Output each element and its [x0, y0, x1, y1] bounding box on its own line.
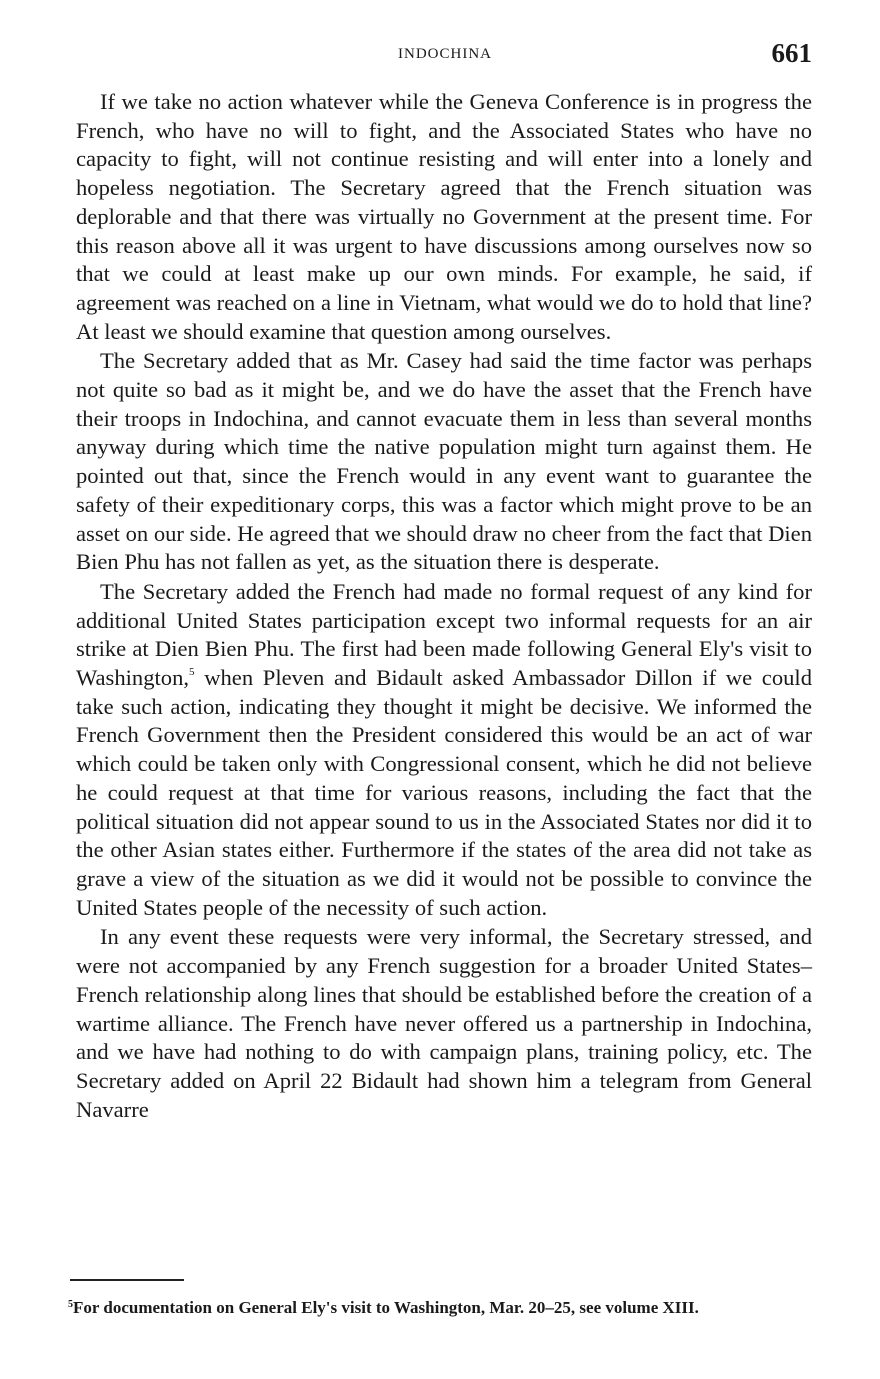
- paragraph-1: If we take no action whatever while the Geneva Conference is in progress the French, who have no will to fight, and the Associated States who have no capacity to fight, will not continue resisting and will enter into a lonely and hopeless negotiation. The Secretary agreed that the French situation was deplorable and that there was virtually no Government at the present time. For this reason above all it was urgent to have discussions among ourselves now so that we could at least make up our own minds. For example, he said, if agreement was reached on a line in Vietnam, what would we do to hold that line? At least we should examine that question among ourselves.: [76, 89, 812, 344]
- paragraph-3: [76, 578, 812, 922]
- footnote: [68, 1297, 812, 1318]
- footnote-divider: [70, 1279, 184, 1281]
- paragraph-3-text-before: The Secretary added the French had made no formal request of any kind for additional United States participation except two informal requests for an air strike at Dien Bien Phu. The first had been made following General Ely's visit to Washington,: [76, 578, 812, 691]
- footnote-text: For documentation on General Ely's visit to Washington, Mar. 20–25, see volume XIII.: [73, 1298, 699, 1317]
- footnote-mark: 5: [68, 1299, 73, 1310]
- running-title: INDOCHINA: [398, 46, 492, 62]
- paragraph-2: The Secretary added that as Mr. Casey had said the time factor was perhaps not quite so bad as it might be, and we do have the asset that the French have their troops in Indochina, and cannot evacuate them in less than several months anyway during which time the native population might turn against them. He pointed out that, since the French would in any event want to guarantee the safety of their expeditionary corps, this was a factor which might prove to be an asset on our side. He agreed that we should draw no cheer from the fact that Dien Bien Phu has not fallen as yet, as the situation there is desperate.: [76, 348, 812, 575]
- page-header: [78, 38, 812, 72]
- body-text: [76, 88, 812, 1125]
- paragraph-3-text-after: when Pleven and Bidault asked Ambassador Dillon if we could take such action, indicating they thought it might be decisive. We informed the French Government then the President considered this would be an act of war which could be taken only with Congressional consent, which he did not believe he could request at that time for various reasons, including the fact that the political situation did not appear sound to us in the Associated States nor did it to the other Asian states either. Furthermore if the states of the area did not take as grave a view of the situation as we did it would not be possible to convince the United States people of the necessity of such action.: [76, 665, 812, 920]
- footnote-reference[interactable]: 5: [189, 666, 195, 679]
- paragraph-4: In any event these requests were very informal, the Secretary stressed, and were not accompanied by any French suggestion for a broader United States–French relationship along lines that should be established before the creation of a wartime alliance. The French have never offered us a partnership in Indochina, and we have had nothing to do with campaign plans, training policy, etc. The Secretary added on April 22 Bidault had shown him a telegram from General Navarre: [76, 924, 812, 1122]
- page-number: 661: [771, 38, 812, 68]
